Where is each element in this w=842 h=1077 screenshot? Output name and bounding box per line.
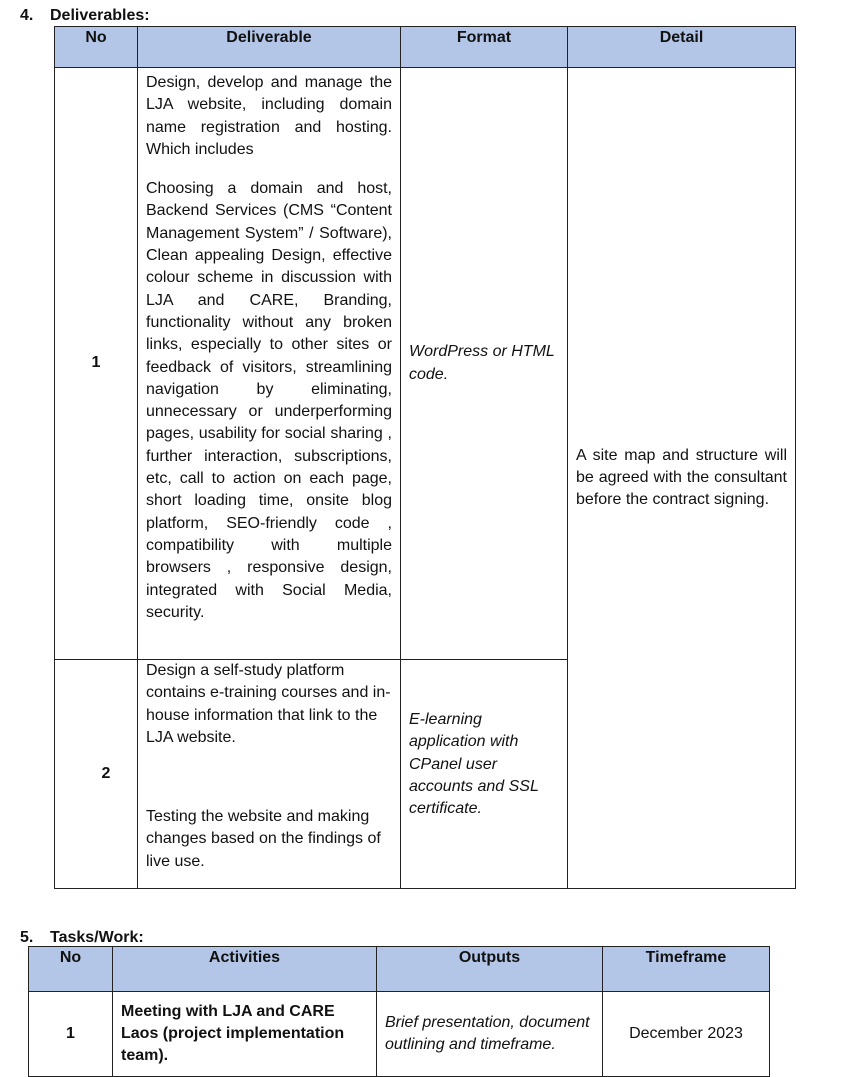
section-4-title: Deliverables: [50,7,150,24]
tasks-header-no: No [29,947,113,992]
deliverable-1-description [138,68,401,660]
deliverable-row-1 [55,68,796,660]
deliverable-2-detail: Testing the website and making changes based on the findings of live use. [146,808,381,870]
deliverables-table [54,26,796,889]
deliverable-2-description [138,660,401,889]
deliverables-header-row [55,27,796,68]
task-1-activity: Meeting with LJA and CARE Laos (project implementation team). [113,992,377,1077]
tasks-header-activities: Activities [113,947,377,992]
deliverable-2-intro: Design a self-study platform contains e-training courses and in-house information that link to the LJA website. [146,662,391,746]
header-deliverable: Deliverable [138,27,401,68]
header-format: Format [401,27,568,68]
deliverables-detail: A site map and structure will be agreed with the consultant before the contract signing. [568,68,796,889]
header-detail: Detail [568,27,796,68]
section-5-heading [20,929,144,947]
task-row-1 [29,992,770,1077]
deliverable-2-no-cell [55,660,138,889]
deliverable-2-format: E-learning application with CPanel user accounts and SSL certificate. [401,660,568,889]
section-5-number: 5. [20,929,34,946]
deliverable-2-no: 2 [101,764,111,782]
deliverable-1-intro: Design, develop and manage the LJA website, including domain name registration and hosting. Which includes [146,74,392,158]
task-1-no: 1 [29,992,113,1077]
section-5-title: Tasks/Work: [50,929,144,946]
task-1-output: Brief presentation, document outlining and timeframe. [377,992,603,1077]
deliverable-1-no: 1 [55,68,138,660]
section-4-number: 4. [20,7,34,24]
task-1-timeframe: December 2023 [603,992,770,1077]
section-4-heading [20,7,150,25]
header-no: No [55,27,138,68]
tasks-header-row [29,947,770,992]
deliverable-1-format: WordPress or HTML code. [401,68,568,660]
tasks-header-timeframe: Timeframe [603,947,770,992]
tasks-table [28,946,770,1077]
tasks-header-outputs: Outputs [377,947,603,992]
deliverable-1-detail: Choosing a domain and host, Backend Services (CMS “Content Management System” / Software), Clean appealing Design, effective colour scheme in discussion with LJA and CARE, Branding, functionality without any broken links, especially to other sites or feedback of visitors, streamlining navigation by eliminating, unnecessary or underperforming pages, usability for social sharing , further interaction, subscriptions, etc, call to action on each page, short loading time, onsite blog platform, SEO-friendly code , compatibility with multiple browsers , responsive design, integrated with Social Media, security. [146,180,392,621]
